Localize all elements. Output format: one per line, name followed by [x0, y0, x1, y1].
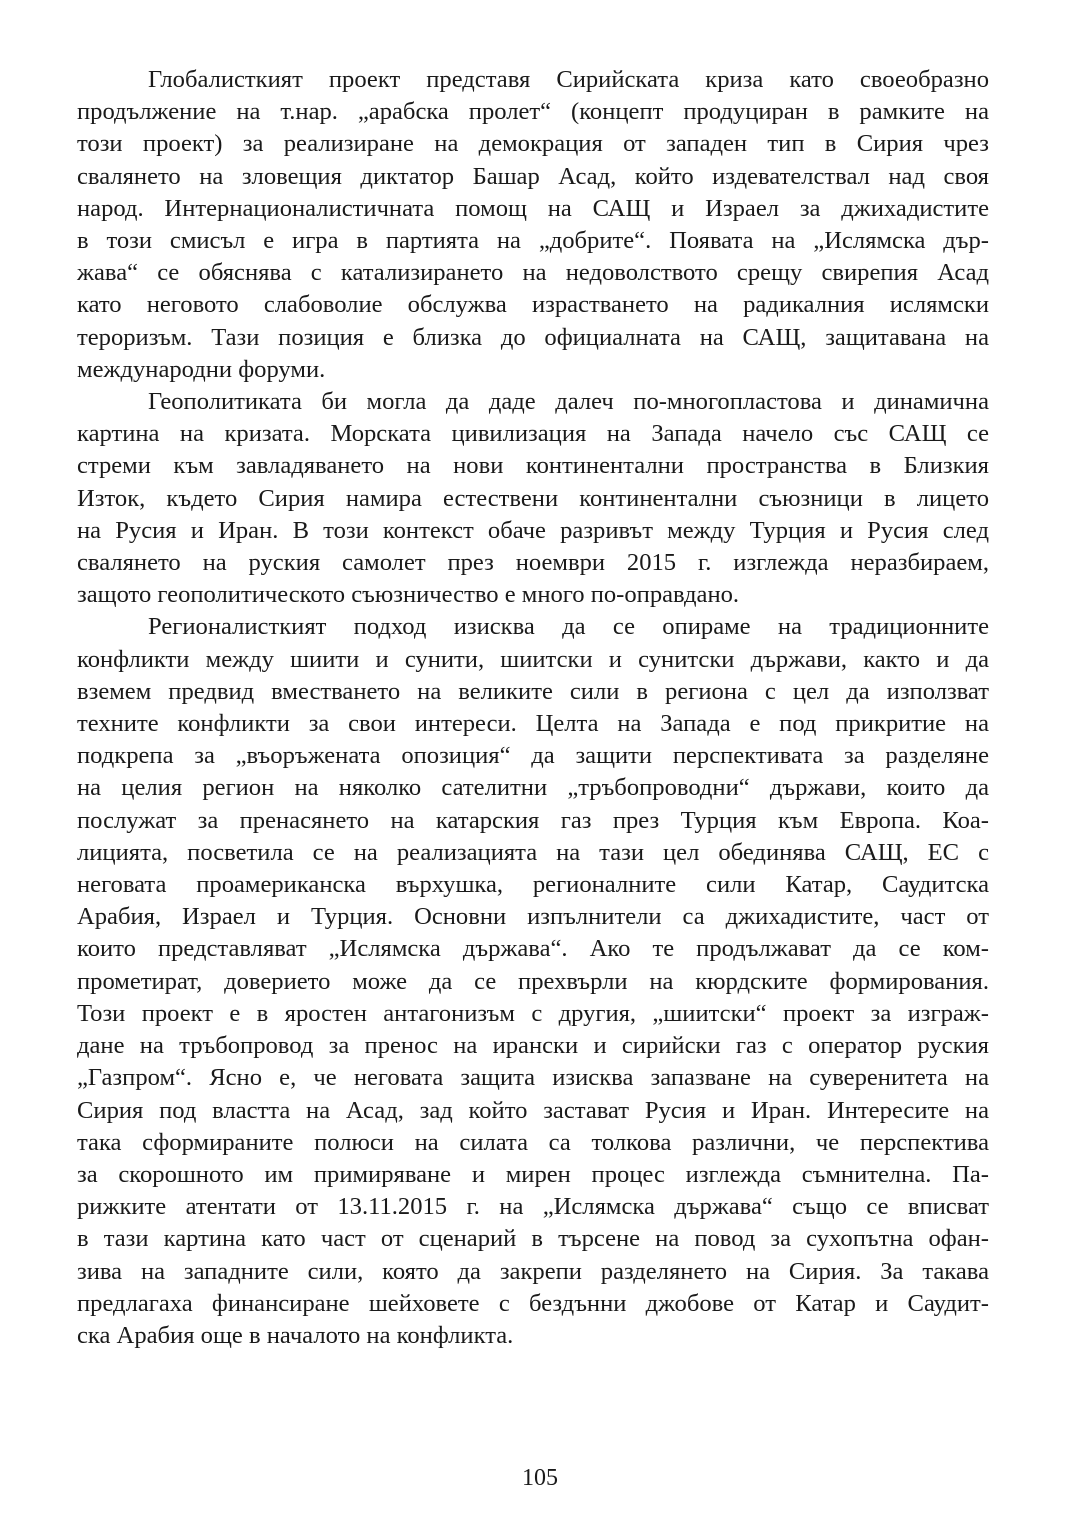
text-line: така сформираните полюси на силата са толкова различни, че перспектива — [77, 1128, 989, 1156]
text-line: Изток, където Сирия намира естествени континентални съюзници в лицето — [77, 484, 989, 512]
text-line: Регионалисткият подход изисква да се опираме на традиционните — [148, 613, 989, 641]
text-line: вземем предвид вместването на великите сили в региона с цел да използват — [77, 677, 989, 705]
text-line: картина на кризата. Морската цивилизация на Запада начело със САЩ се — [77, 420, 989, 448]
text-line: Арабия, Израел и Турция. Основни изпълнители са джихадистите, част от — [77, 903, 989, 931]
text-line: международни форуми. — [77, 355, 326, 383]
text-line: на Русия и Иран. В този контекст обаче разривът между Турция и Русия след — [77, 516, 989, 544]
text-line: за скорошното им примиряване и мирен процес изглежда съмнителна. Па- — [77, 1160, 989, 1188]
text-line: стреми към завладяването на нови континентални пространства в Близкия — [77, 452, 989, 480]
text-line: като неговото слабоволие обслужва израстването на радикалния ислямски — [77, 291, 989, 319]
text-line: свалянето на зловещия диктатор Башар Асад, който издевателствал над своя — [77, 162, 989, 190]
text-line: в този смисъл е игра в партията на „добрите“. Появата на „Ислямска дър- — [77, 227, 989, 255]
text-line: Глобалисткият проект представя Сирийската криза като своеобразно — [148, 66, 989, 93]
text-line: подкрепа за „въоръжената опозиция“ да защити перспективата за разделяне — [77, 742, 989, 770]
body-text — [77, 64, 989, 1352]
text-line: дане на тръбопровод за пренос на ирански и сирийски газ с оператор руския — [77, 1032, 989, 1060]
text-line: прометират, доверието може да се прехвърли на кюрдските формирования. — [77, 967, 989, 995]
text-line: предлагаха финансиране шейховете с бездънни джобове от Катар и Саудит- — [77, 1289, 989, 1317]
text-line: Този проект е в яростен антагонизъм с другия, „шиитски“ проект за изграж- — [77, 999, 989, 1027]
text-line: този проект) за реализиране на демокрация от западен тип в Сирия чрез — [77, 130, 989, 158]
page-number: 105 — [522, 1465, 558, 1491]
text-line: зива на западните сили, която да закрепи разделянето на Сирия. За такава — [77, 1257, 989, 1285]
text-line: рижките атентати от 13.11.2015 г. на „Ислямска държава“ също се вписват — [77, 1193, 989, 1221]
text-line: неговата проамериканска върхушка, регионалните сили Катар, Саудитска — [77, 871, 989, 899]
paragraph-globalist — [77, 64, 989, 386]
text-line: послужат за пренасянето на катарския газ през Турция към Европа. Коа- — [77, 806, 989, 834]
text-line: продължение на т.нар. „арабска пролет“ (концепт продуциран в рамките на — [77, 98, 989, 126]
text-line: Геополитиката би могла да даде далеч по-многопластова и динамична — [148, 388, 989, 416]
text-line: в тази картина като част от сценарий в търсене на повод за сухопътна офан- — [77, 1225, 989, 1253]
text-line: тероризъм. Тази позиция е близка до официалната на САЩ, защитавана на — [77, 323, 989, 351]
text-line: Сирия под властта на Асад, зад който застават Русия и Иран. Интересите на — [77, 1096, 989, 1124]
paragraph-regionalist — [77, 611, 989, 1352]
text-line: жава“ се обяснява с катализирането на недоволството срещу свирепия Асад — [77, 259, 989, 287]
text-line: на целия регион на няколко сателитни „тръбопроводни“ държави, които да — [77, 774, 989, 802]
text-line: които представляват „Ислямска държава“. Ако те продължават да се ком- — [77, 935, 989, 963]
text-line: народ. Интернационалистичната помощ на САЩ и Израел за джихадистите — [77, 194, 989, 222]
text-line: ска Арабия още в началото на конфликта. — [77, 1321, 514, 1349]
text-line: техните конфликти за свои интереси. Целта на Запада е под прикритие на — [77, 710, 989, 738]
text-line: защото геополитическото съюзничество е много по-оправдано. — [77, 581, 740, 609]
paragraph-geopolitics — [77, 386, 989, 611]
text-line: лицията, посветила се на реализацията на тази цел обединява САЩ, ЕС с — [77, 838, 989, 866]
text-line: свалянето на руския самолет през ноември 2015 г. изглежда неразбираем, — [77, 549, 989, 577]
text-line: конфликти между шиити и сунити, шиитски и сунитски държави, както и да — [77, 645, 989, 673]
text-line: „Газпром“. Ясно е, че неговата защита изисква запазване на суверенитета на — [77, 1064, 989, 1092]
